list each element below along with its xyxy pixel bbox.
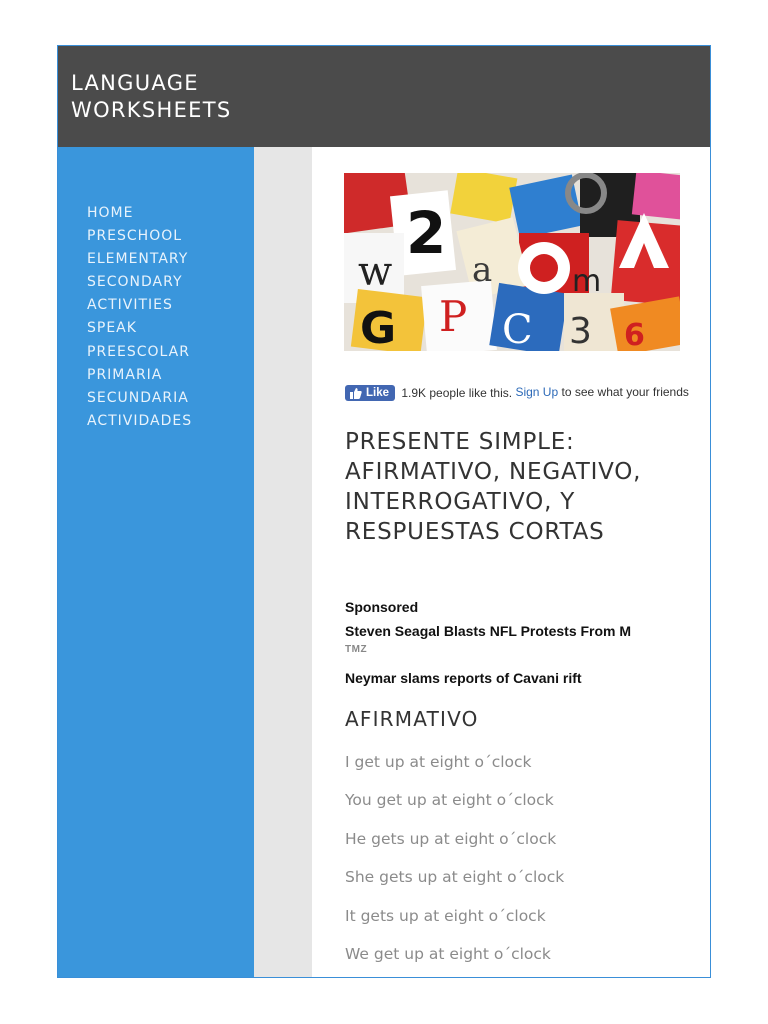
svg-text:m: m [572, 264, 602, 299]
example-sentence: He gets up at eight o´clock [345, 829, 557, 848]
page-title: PRESENTE SIMPLE: AFIRMATIVO, NEGATIVO, INTERROGATIVO, Y RESPUESTAS CORTAS [345, 429, 642, 545]
nav-item-actividades[interactable]: ACTIVIDADES [87, 412, 193, 429]
hero-collage-image [344, 173, 680, 351]
nav-item-home[interactable]: HOME [87, 205, 134, 221]
like-button-label: Like [366, 387, 390, 399]
nav-item-secondary[interactable]: SECONDARY [87, 274, 183, 291]
like-suffix-text: to see what your friends [561, 385, 689, 400]
sidebar [58, 147, 254, 977]
svg-text:C: C [502, 307, 533, 351]
example-sentence: We get up at eight o´clock [345, 944, 551, 963]
example-sentence: It gets up at eight o´clock [345, 906, 546, 925]
nav-item-elementary[interactable]: ELEMENTARY [87, 251, 189, 268]
main-content [312, 147, 710, 977]
content-gutter [254, 147, 312, 977]
nav-item-speak[interactable]: SPEAK [87, 320, 137, 337]
example-sentence: She gets up at eight o´clock [345, 868, 565, 887]
svg-text:3: 3 [569, 311, 592, 351]
svg-text:2: 2 [406, 199, 447, 267]
facebook-like-bar [345, 385, 689, 401]
thumbs-up-icon [350, 388, 362, 399]
nav-item-secundaria[interactable]: SECUNDARIA [87, 389, 189, 406]
signup-link[interactable]: Sign Up [515, 385, 559, 400]
sidebar-nav [87, 202, 192, 433]
svg-text:P: P [439, 292, 468, 341]
like-count-text: 1.9K people like this. [401, 386, 513, 400]
svg-text:6: 6 [624, 318, 645, 351]
sponsored-headline-1[interactable]: Steven Seagal Blasts NFL Protests From M [345, 623, 632, 639]
sponsored-headline-2[interactable]: Neymar slams reports of Cavani rift [345, 670, 582, 686]
example-sentence: You get up at eight o´clock [345, 791, 554, 810]
svg-text:w: w [358, 249, 393, 295]
example-sentence-list [345, 753, 564, 977]
svg-text:G: G [360, 303, 397, 351]
section-heading: AFIRMATIVO [345, 707, 479, 731]
example-sentence: I get up at eight o´clock [345, 753, 532, 771]
nav-item-preschool[interactable]: PRESCHOOL [87, 228, 183, 245]
sponsored-source-1: TMZ [345, 644, 368, 655]
site-title[interactable]: LANGUAGE WORKSHEETS [71, 71, 232, 122]
nav-item-preescolar[interactable]: PREESCOLAR [87, 343, 190, 360]
nav-item-activities[interactable]: ACTIVITIES [87, 297, 173, 314]
facebook-like-button[interactable] [345, 385, 395, 401]
nav-item-primaria[interactable]: PRIMARIA [87, 366, 163, 383]
site-header [58, 46, 710, 147]
sponsored-label: Sponsored [345, 599, 419, 615]
svg-text:a: a [472, 250, 493, 290]
page-frame [57, 45, 711, 978]
